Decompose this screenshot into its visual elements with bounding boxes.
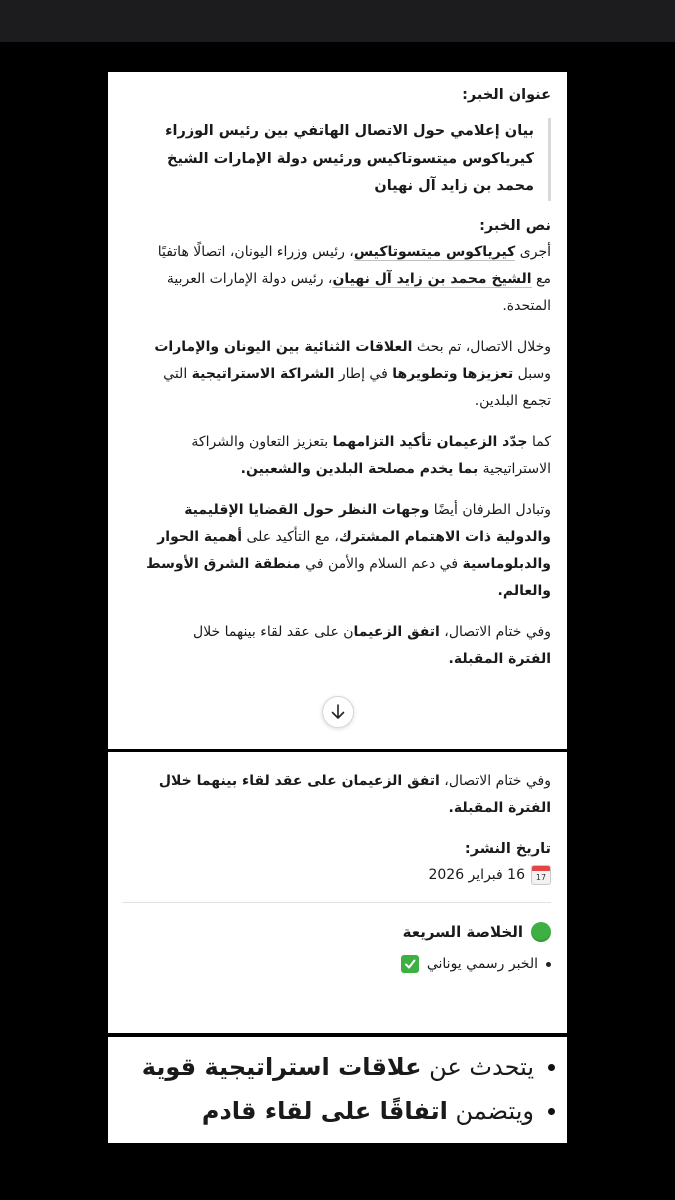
paragraph-3-line-2: الاستراتيجية بما يخدم مصلحة البلدين والشعبين.: [240, 460, 551, 477]
title-quote: [122, 118, 551, 201]
paragraph-5-full: وفي ختام الاتصال، اتفق الزعيمان على عقد لقاء بينهما خلال: [158, 773, 551, 789]
divider: [122, 902, 551, 903]
separator: [108, 1034, 567, 1036]
title-line: بيان إعلامي حول الاتصال الهاتفي بين رئيس الوزراء: [165, 123, 534, 139]
paragraph-4-line-4: والعالم.: [497, 582, 551, 599]
bullet-icon: [548, 1108, 555, 1115]
paragraph-1-line-2: مع الشيخ محمد بن زايد آل نهيان، رئيس دولة الإمارات العربية: [166, 270, 551, 287]
title-label: عنوان الخبر:: [462, 87, 551, 103]
check-mark-icon: [401, 955, 419, 973]
paragraph-2-line-2: وسبل تعزيزها وتطويرها في إطار الشراكة الاستراتيجية التي: [163, 365, 551, 382]
zoomed-item: ويتضمن اتفاقًا على لقاء قادم: [122, 1089, 555, 1133]
paragraph-1-line-3: المتحدة.: [502, 297, 551, 314]
paragraph-3: كما جدّد الزعيمان تأكيد التزامهما بتعزيز التعاون والشراكة: [191, 433, 551, 450]
arrow-down-icon: [331, 704, 345, 720]
paragraph-5-line-2: الفترة المقبلة.: [448, 650, 551, 667]
summary-item: الخبر رسمي يوناني: [122, 951, 551, 977]
article-panel[interactable]: [108, 72, 567, 750]
body-label: نص الخبر:: [479, 217, 551, 234]
zoomed-item: يتحدث عن علاقات استراتيجية قوية: [122, 1045, 555, 1089]
date-label: تاريخ النشر:: [464, 841, 551, 857]
paragraph-5: وفي ختام الاتصال، اتفق الزعيمان على عقد لقاء بينهما خلال: [193, 623, 551, 640]
title-line: محمد بن زايد آل نهيان: [374, 178, 534, 194]
separator: [108, 749, 567, 751]
scroll-down-button[interactable]: [322, 696, 354, 728]
bullet-icon: [548, 1064, 555, 1071]
calendar-icon: 17: [531, 865, 551, 885]
status-bar: [0, 0, 675, 42]
title-line: كيرياكوس ميتسوتاكيس ورئيس دولة الإمارات الشيخ: [167, 150, 534, 167]
zoomed-summary-panel[interactable]: [108, 1037, 567, 1143]
paragraph-4-line-3: والدبلوماسية في دعم السلام والأمن في منطقة الشرق الأوسط: [146, 555, 551, 572]
paragraph-4-line-2: والدولية ذات الاهتمام المشترك، مع التأكيد على أهمية الحوار: [157, 528, 551, 545]
paragraph-2-line-3: تجمع البلدين.: [474, 392, 551, 409]
continued-panel[interactable]: [108, 752, 567, 1033]
paragraph-1: أجرى كيرياكوس ميتسوتاكيس، رئيس وزراء اليونان، اتصالًا هاتفيًا: [157, 243, 551, 260]
green-circle-icon: [531, 922, 551, 942]
summary-heading: الخلاصة السريعة: [122, 919, 551, 945]
paragraph-5-full-line-2: الفترة المقبلة.: [448, 800, 551, 816]
bullet-icon: [546, 962, 551, 967]
date-value: 16 فبراير 2026: [428, 867, 525, 883]
paragraph-2: وخلال الاتصال، تم بحث العلاقات الثنائية بين اليونان والإمارات: [154, 338, 551, 355]
paragraph-4: وتبادل الطرفان أيضًا وجهات النظر حول القضايا الإقليمية: [184, 501, 551, 518]
publish-date: [122, 862, 551, 888]
